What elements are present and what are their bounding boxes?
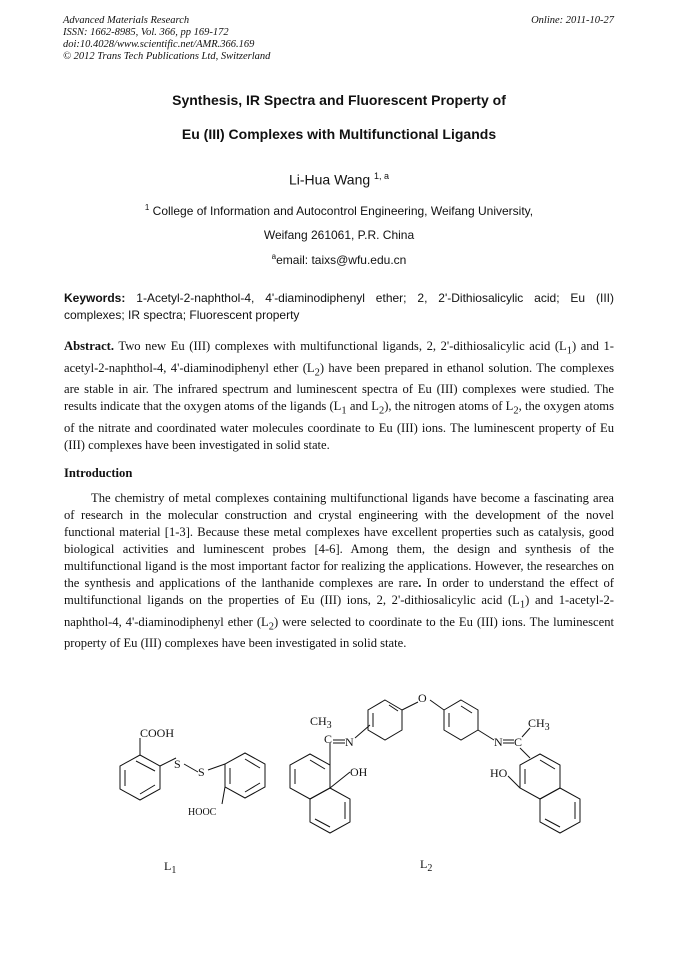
affiliation-sup: 1 (144, 203, 150, 212)
l2-naphthalene-left-ring1 (290, 754, 330, 799)
l2-ch3-right: $CH_3$ (528, 716, 550, 733)
email-sup: a (271, 252, 277, 261)
paper-title-line1: Synthesis, IR Spectra and Fluorescent Property of (172, 92, 506, 108)
l2-n-left: N (345, 735, 354, 749)
l2-ho-label: HO (490, 766, 508, 780)
keywords-text: 1-Acetyl-2-naphthol-4, 4'-diaminodiphenyl ether; 2, 2'-Dithiosalicylic acid; Eu (III) complexes; IR spectra; Fluorescent property (64, 291, 614, 322)
l1-benzene-right (225, 753, 265, 798)
issn-line: ISSN: 1662-8985, Vol. 366, pp 169-172 (63, 27, 229, 38)
author-name: Li-Hua Wang (288, 171, 371, 188)
copyright-line: © 2012 Trans Tech Publications Ltd, Switzerland (63, 51, 271, 62)
l1-hooc-label: HOOC (188, 807, 217, 818)
l2-ether-oxygen: O (418, 691, 427, 705)
author-sup: 1, a (374, 171, 390, 181)
keywords-label: Keywords: (64, 291, 126, 305)
affiliation-line1: $^1$ College of Information and Autocontrol Engineering, Weifang University, (144, 203, 534, 218)
l1-label: $L_1$ (164, 859, 177, 876)
doi-line: doi:10.4028/www.scientific.net/AMR.366.169 (63, 39, 255, 50)
l1-benzene-left (120, 755, 160, 800)
l2-naphthalene-right-ring2 (540, 788, 580, 833)
affiliation-line2: Weifang 261061, P.R. China (263, 228, 415, 242)
journal-header (63, 15, 270, 63)
introduction-heading: Introduction (64, 466, 133, 480)
l1-structure (120, 726, 265, 876)
journal-name: Advanced Materials Research (63, 15, 190, 26)
l2-naphthalene-left-ring2 (310, 788, 350, 833)
paper-title-line2: Eu (III) Complexes with Multifunctional Ligands (181, 126, 497, 142)
l2-ch3-left: $CH_3$ (310, 714, 332, 731)
abstract: Abstract. Two new Eu (III) complexes with multifunctional ligands, 2, 2'-dithiosalicylic acid $(L_1)$ and 1-acetyl-2-naphthol-4, 4'-diaminodiphenyl ether $(L_2)$ have been prepared in ethanol solution. The complexes are stable in air. The infrared spectrum and luminescent spectra of Eu (III) complexes were studied. The results indicate that the oxygen atoms of the ligands ($L_1$ and $L_2$), the nitrogen atoms of $L_2$, the oxygen atoms of the nitrate and coordinated water molecules coordinate to Eu (III) ions. The luminescent property of Eu (III) complexes have been investigated in solid state. (64, 339, 614, 452)
l2-structure (290, 691, 580, 874)
l2-label: $L_2$ (420, 857, 433, 874)
l1-sulfur-1: S (174, 757, 181, 771)
abstract-label: Abstract. (64, 339, 115, 353)
l2-naphthalene-right-ring1 (520, 754, 560, 799)
author (0, 171, 678, 188)
l2-c-left: C (324, 732, 333, 746)
structures-figure (0, 680, 678, 880)
keywords (64, 290, 614, 324)
l2-c-right: C (514, 735, 523, 749)
email: $^a$email: taixs@wfu.edu.cn (271, 252, 407, 267)
l1-sulfur-2: S (198, 765, 205, 779)
introduction-body: The chemistry of metal complexes containing multifunctional ligands have become a fascinating area of research in the molecular construction and crystal engineering with the development of the novel functional material [1-3]. Because these metal complexes have excellent properties such as catalysis, good biological activities and luminescent probes [4-6]. Among them, the design and synthesis of the multifunctional ligand is the most important factor for realizing the applications. However, the researches on the synthesis and applications of the lanthanide complexes are rare. In order to understand the effect of multifunctional ligands on the properties of Eu (III) ions, 2, 2'-dithiosalicylic acid $(L_1)$ and 1-acetyl-2-naphthol-4, 4'-diaminodiphenyl ether $(L_2)$ were selected to coordinate to the Eu (III) ions. The luminescent property of Eu (III) complexes have been investigated in solid state. (64, 491, 615, 651)
online-date: Online: 2011-10-27 (531, 15, 614, 26)
l1-cooh-label: COOH (140, 726, 175, 740)
l2-n-right: N (494, 735, 503, 749)
l2-oh-label: OH (350, 765, 368, 779)
